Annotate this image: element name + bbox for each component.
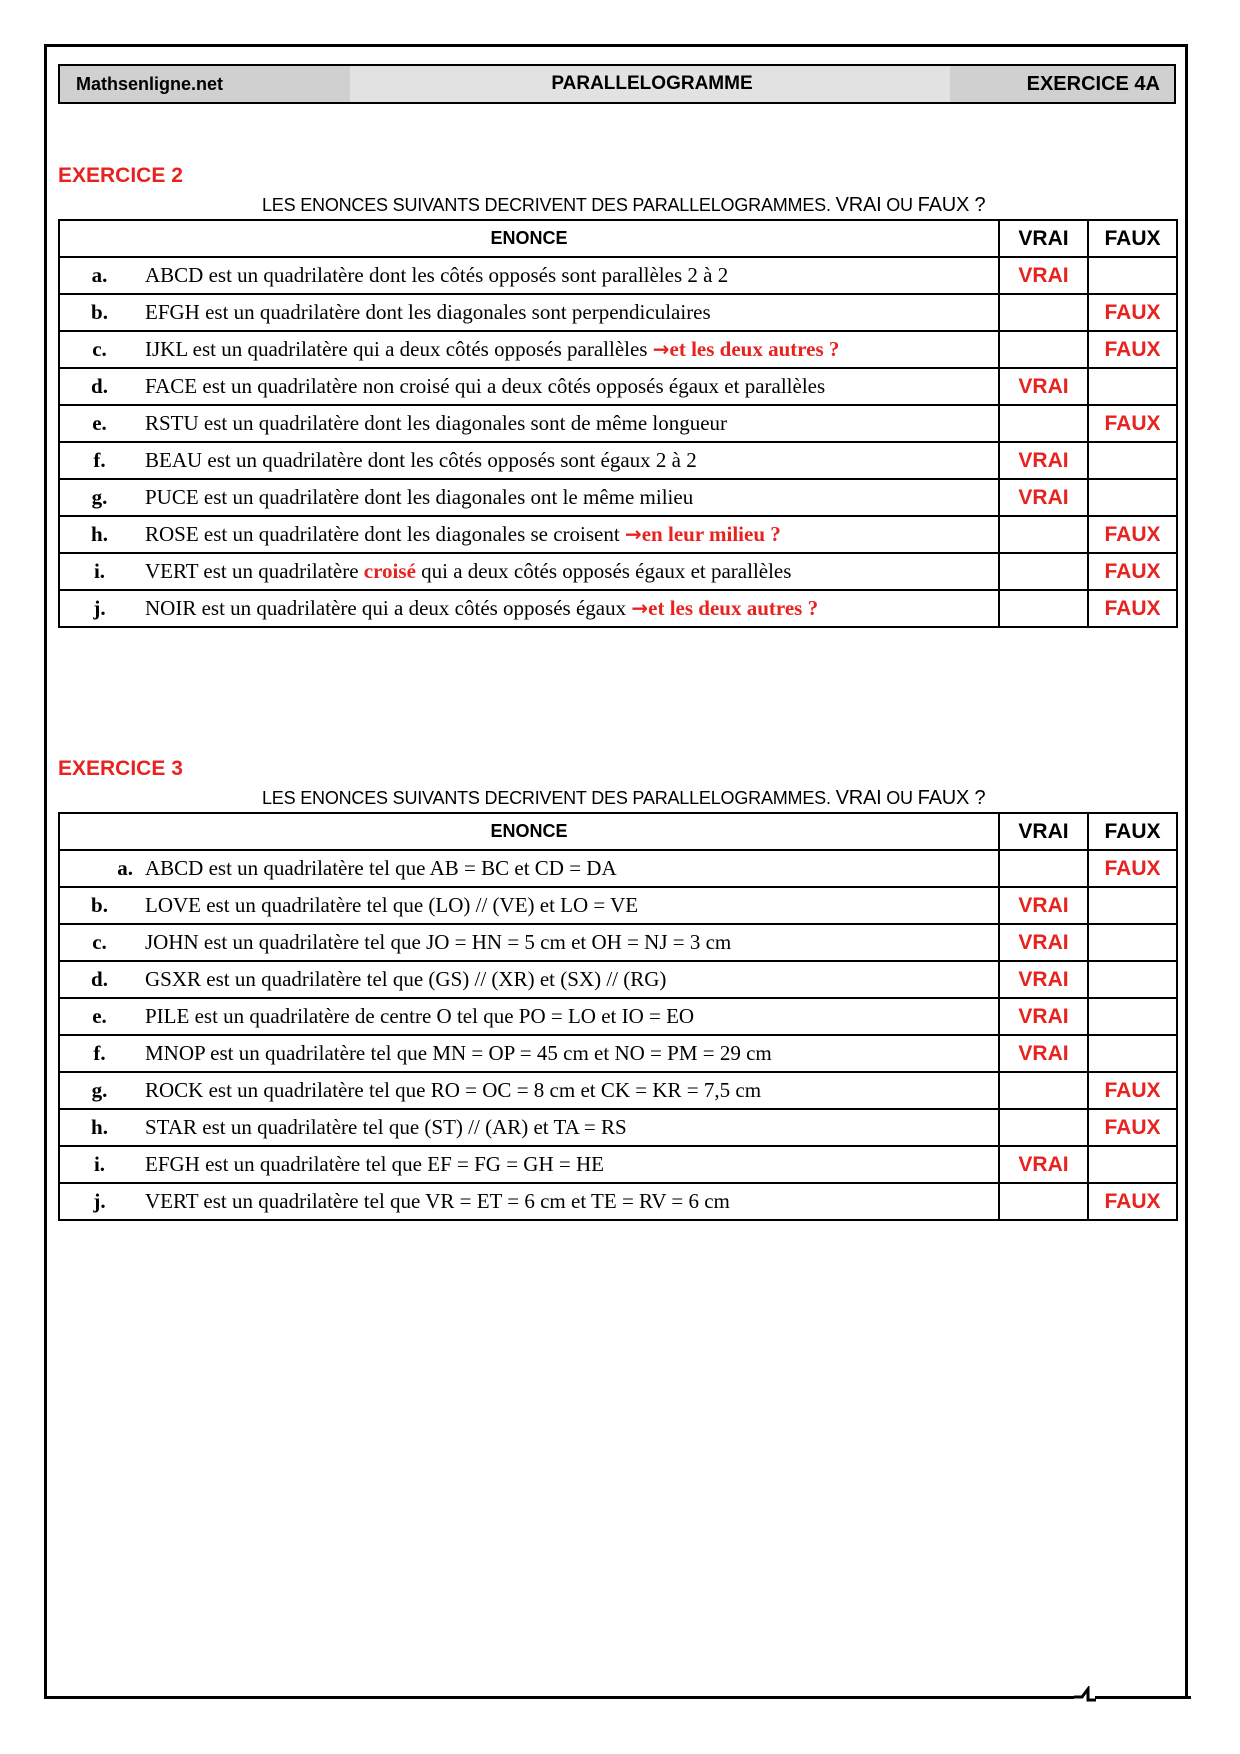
table-row [59,1109,1177,1146]
row-letter: i. [59,553,139,590]
row-statement: MNOP est un quadrilatère tel que MN = OP = 45 cm et NO = PM = 29 cm [139,1035,999,1072]
hint-text: en leur milieu ? [641,522,781,546]
faux-cell: FAUX [1088,1109,1177,1146]
faux-cell [1088,1146,1177,1183]
row-statement: BEAU est un quadrilatère dont les côtés opposés sont égaux 2 à 2 [139,442,999,479]
row-letter: g. [59,479,139,516]
faux-cell: FAUX [1088,331,1177,368]
row-statement: STAR est un quadrilatère tel que (ST) // (AR) et TA = RS [139,1109,999,1146]
faux-cell: FAUX [1088,553,1177,590]
vrai-cell: VRAI [999,1146,1088,1183]
vrai-cell [999,405,1088,442]
table-row [59,516,1177,553]
table-row [59,1035,1177,1072]
vrai-cell [999,850,1088,887]
table-row [59,405,1177,442]
vrai-cell [999,1109,1088,1146]
vrai-cell: VRAI [999,1035,1088,1072]
vrai-cell: VRAI [999,887,1088,924]
arrow-right-icon: → [624,522,642,546]
row-statement: ROSE est un quadrilatère dont les diagonales se croisent →en leur milieu ? [139,516,999,553]
row-statement: FACE est un quadrilatère non croisé qui a deux côtés opposés égaux et parallèles [139,368,999,405]
faux-cell [1088,924,1177,961]
row-letter: h. [59,516,139,553]
row-letter: f. [59,1035,139,1072]
row-letter: a. [59,850,139,887]
faux-cell [1088,479,1177,516]
vrai-cell: VRAI [999,998,1088,1035]
hint-text: et les deux autres ? [669,337,840,361]
column-faux: FAUX [1088,220,1177,257]
page-title: PARALLELOGRAMME [551,73,753,94]
vrai-cell [999,294,1088,331]
faux-cell: FAUX [1088,1072,1177,1109]
row-statement: GSXR est un quadrilatère tel que (GS) // (XR) et (SX) // (RG) [139,961,999,998]
row-letter: b. [59,294,139,331]
faux-cell: FAUX [1088,405,1177,442]
row-letter: b. [59,887,139,924]
faux-cell [1088,961,1177,998]
column-enonce: ENONCE [59,813,999,850]
row-statement: ABCD est un quadrilatère tel que AB = BC et CD = DA [139,850,999,887]
faux-cell: FAUX [1088,294,1177,331]
vrai-cell [999,516,1088,553]
vrai-cell: VRAI [999,368,1088,405]
arrow-right-icon: → [631,596,649,620]
faux-cell [1088,998,1177,1035]
row-letter: j. [59,1183,139,1220]
faux-cell: FAUX [1088,1183,1177,1220]
table-header-row [59,813,1177,850]
exercise3-title: EXERCICE 3 [58,757,183,780]
row-letter: j. [59,590,139,627]
row-statement: VERT est un quadrilatère tel que VR = ET = 6 cm et TE = RV = 6 cm [139,1183,999,1220]
table-row [59,294,1177,331]
table-header-row [59,220,1177,257]
hint-text: et les deux autres ? [648,596,819,620]
highlight-text: croisé [363,559,416,583]
vrai-cell: VRAI [999,479,1088,516]
table-row [59,1072,1177,1109]
vrai-cell: VRAI [999,442,1088,479]
exercise2-title: EXERCICE 2 [58,164,183,187]
row-letter: g. [59,1072,139,1109]
exercise3-subtitle: LES ENONCES SUIVANTS DECRIVENT DES PARALLELOGRAMMES. VRAI OU FAUX ? [262,787,986,809]
row-statement: LOVE est un quadrilatère tel que (LO) // (VE) et LO = VE [139,887,999,924]
table-row [59,961,1177,998]
row-statement: NOIR est un quadrilatère qui a deux côtés opposés égaux →et les deux autres ? [139,590,999,627]
arrow-right-icon: → [652,337,670,361]
table-row [59,998,1177,1035]
table-row [59,479,1177,516]
table-row [59,257,1177,294]
row-letter: f. [59,442,139,479]
row-letter: h. [59,1109,139,1146]
row-letter: e. [59,998,139,1035]
table-row [59,442,1177,479]
row-letter: d. [59,961,139,998]
row-statement: ABCD est un quadrilatère dont les côtés opposés sont parallèles 2 à 2 [139,257,999,294]
vrai-cell: VRAI [999,257,1088,294]
vrai-cell: VRAI [999,924,1088,961]
table-row [59,590,1177,627]
exercise2-table [58,219,1178,628]
row-letter: i. [59,1146,139,1183]
row-letter: e. [59,405,139,442]
page-corner-mark [1074,1686,1096,1702]
faux-cell [1088,442,1177,479]
row-statement: PUCE est un quadrilatère dont les diagonales ont le même milieu [139,479,999,516]
column-enonce: ENONCE [59,220,999,257]
table-row [59,368,1177,405]
row-letter: d. [59,368,139,405]
exercise2-subtitle: LES ENONCES SUIVANTS DECRIVENT DES PARALLELOGRAMMES. VRAI OU FAUX ? [262,194,986,216]
page-border-bottom-right [1095,1696,1191,1699]
faux-cell: FAUX [1088,516,1177,553]
table-row [59,331,1177,368]
row-statement: IJKL est un quadrilatère qui a deux côtés opposés parallèles →et les deux autres ? [139,331,999,368]
exercise-label: EXERCICE 4A [1026,72,1160,95]
vrai-cell: VRAI [999,961,1088,998]
table-row [59,887,1177,924]
row-letter: c. [59,924,139,961]
row-statement: EFGH est un quadrilatère dont les diagonales sont perpendiculaires [139,294,999,331]
row-statement: EFGH est un quadrilatère tel que EF = FG = GH = HE [139,1146,999,1183]
vrai-cell [999,590,1088,627]
faux-cell [1088,1035,1177,1072]
faux-cell [1088,368,1177,405]
faux-cell: FAUX [1088,850,1177,887]
vrai-cell [999,1183,1088,1220]
column-faux: FAUX [1088,813,1177,850]
site-name: Mathsenligne.net [76,73,224,94]
table-row [59,553,1177,590]
row-statement: PILE est un quadrilatère de centre O tel que PO = LO et IO = EO [139,998,999,1035]
page-border-bottom [44,1696,1074,1699]
row-statement: VERT est un quadrilatère croisé qui a deux côtés opposés égaux et parallèles [139,553,999,590]
exercise3-table [58,812,1178,1221]
vrai-cell [999,331,1088,368]
row-statement: ROCK est un quadrilatère tel que RO = OC = 8 cm et CK = KR = 7,5 cm [139,1072,999,1109]
column-vrai: VRAI [999,813,1088,850]
vrai-cell [999,1072,1088,1109]
table-row [59,850,1177,887]
table-row [59,924,1177,961]
faux-cell [1088,257,1177,294]
row-statement: RSTU est un quadrilatère dont les diagonales sont de même longueur [139,405,999,442]
table-row [59,1146,1177,1183]
vrai-cell [999,553,1088,590]
column-vrai: VRAI [999,220,1088,257]
row-letter: c. [59,331,139,368]
row-statement: JOHN est un quadrilatère tel que JO = HN = 5 cm et OH = NJ = 3 cm [139,924,999,961]
table-row [59,1183,1177,1220]
faux-cell: FAUX [1088,590,1177,627]
page-header [58,64,1176,104]
faux-cell [1088,887,1177,924]
row-letter: a. [59,257,139,294]
